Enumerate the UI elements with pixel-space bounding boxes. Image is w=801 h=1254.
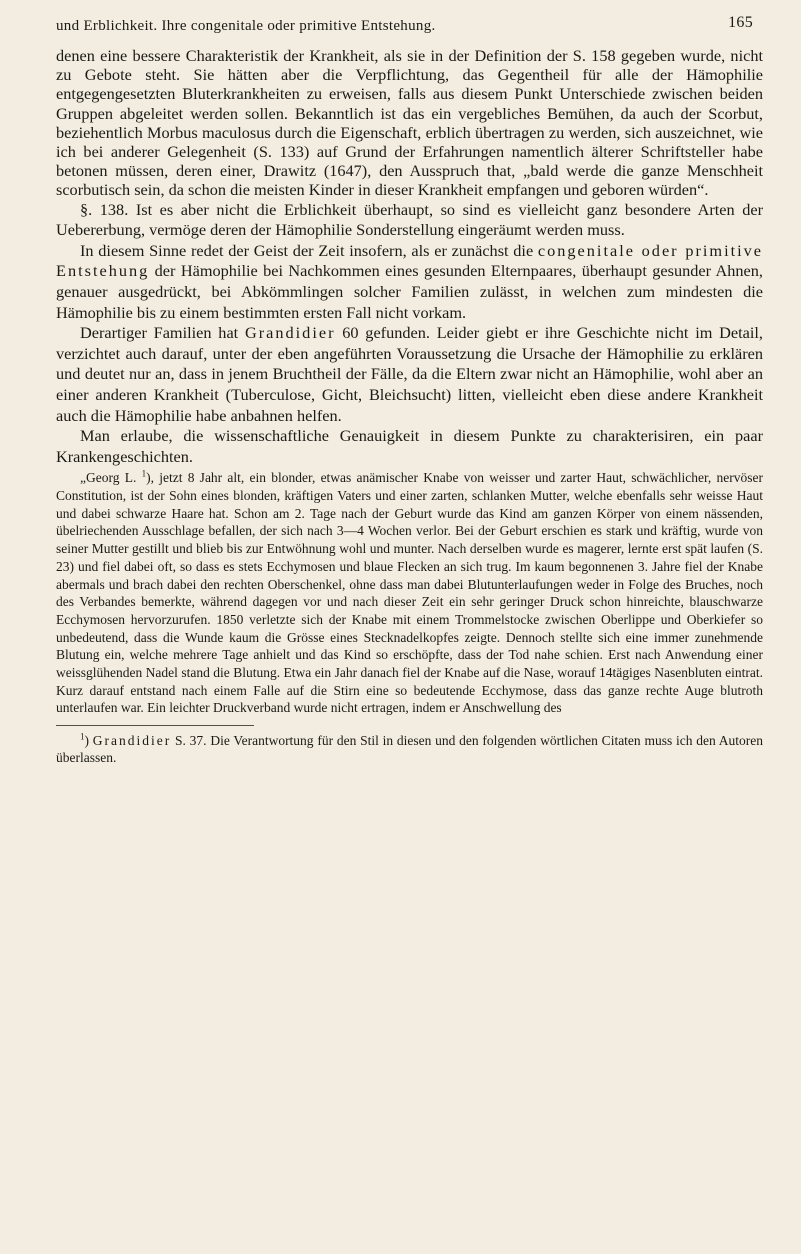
case-history-georg bbox=[56, 469, 763, 717]
paragraph-congenital-start: In diesem Sinne redet der Geist der Zeit insofern, als er zunächst die bbox=[80, 240, 538, 260]
footnote: $^1$) Grandidier S. 37. Die Verantwortung für den Stil in diesen und den folgenden wörtlichen Citaten muss ich den Autoren überlassen. bbox=[56, 731, 763, 766]
paragraph-grandidier-start: Derartiger Familien hat bbox=[80, 323, 245, 343]
footnote-reference: 1 bbox=[141, 468, 147, 479]
paragraph-grandidier-end: 60 gefunden. Leider giebt er ihre Geschichte nicht im Detail, verzichtet auch darauf, unter der eben angeführten Voraussetzung die Ursache der Hämophilie zu erklären und deutet nur an, dass in jenem Bruchtheil der Fälle, da die Eltern zwar nicht an Hämophilie, wohl aber an einer anderen Krankheit (Tuberculose, Gicht, Bleichsucht) litten, vielleicht eben diese andere Krankheit auch die Hämophilie habe anbahnen helfen. bbox=[56, 323, 763, 425]
footnote-divider bbox=[56, 725, 254, 726]
page-number: 165 bbox=[728, 14, 753, 31]
paragraph-congenital bbox=[56, 241, 763, 323]
opening-paragraph-block bbox=[56, 46, 763, 200]
footnote-marker: 1 bbox=[80, 731, 85, 742]
emphasis-congenital-origin: congenitale oder primitive Entstehung bbox=[56, 240, 764, 281]
footnote-text: S. 37. Die Verantwortung für den Stil in diesen und den folgenden wörtlichen Citaten muss ich den Autoren überlassen. bbox=[56, 733, 763, 766]
author-name-grandidier: Grandidier bbox=[244, 323, 336, 343]
running-head bbox=[56, 14, 763, 40]
case-history-lead: „Georg L. bbox=[80, 470, 137, 486]
main-text bbox=[56, 200, 763, 468]
paragraph-continuation: denen eine bessere Charakteristik der Krankheit, als sie in der Definition der S. 158 gegeben wurde, nicht zu Gebote steht. Sie hätten aber die Verpflichtung, das Gegentheil für alle der Hämophilie entgegengesetzten Bluterkrankheiten zu erweisen, falls aus diesem Punkt Unterschiede zwischen beiden Gruppen abgeleitet werden sollen. Bekanntlich ist das ein vergebliches Bemühen, da auch der Scorbut, beziehentlich Morbus maculosus durch die Eigenschaft, erblich übertragen zu werden, sich auszeichnet, wie ich bei anderer Gelegenheit (S. 133) auf Grund der Erfahrungen namentlich älterer Schriftsteller habe betonen müssen, deren einer, Drawitz (1647), den Ausspruch that, „bald werde die ganze Menschheit scorbutisch sein, da schon die meisten Kinder in dieser Krankheit empfangen und geboren würden“. bbox=[56, 46, 763, 200]
paragraph-congenital-end: der Hämophilie bei Nachkommen eines gesunden Elternpaares, überhaupt gesunder Ahnen, genauer ausgedrückt, bei Abkömmlingen solcher Familien zulässt, in welchen zum mindesten die Hämophilie bis zu einem bestimmten ersten Fall nicht vorkam. bbox=[56, 261, 763, 322]
paragraph-grandidier bbox=[56, 323, 763, 426]
paragraph-case-intro: Man erlaube, die wissenschaftliche Genauigkeit in diesem Punkte zu charakterisiren, ein paar Krankengeschichten. bbox=[56, 426, 763, 466]
footnote-author: Grandidier bbox=[92, 733, 172, 749]
case-history-text: ), jetzt 8 Jahr alt, ein blonder, etwas anämischer Knabe von weisser und zarter Haut, schwächlicher, nervöser Constitution, ist der Sohn eines blonden, kräftigen Vaters und einer zarten, schlanken Mutter, welche ebenfalls sehr weisse Haut und dabei schwarze Haare hat. Schon am 2. Tage nach der Geburt wurde das Kind am ganzen Körper von einem nässenden, übelriechenden Ausschlage befallen, der sich nach 3—4 Wochen verlor. Bei der Geburt erschien es stark und kräftig, wurde von seiner Mutter gestillt und blieb bis zur Entwöhnung wohl und munter. Nach derselben wurde es magerer, lernte erst spät laufen (S. 23) und fiel dabei oft, so dass es stets Ecchymosen und blaue Flecken an sich trug. Im kaum begonnenen 3. Jahre fiel der Knabe abermals und brach dabei den rechten Oberschenkel, ohne dass man dabei Blutunterlaufungen weder in Folge des Bruches, noch des Verbandes bemerkte, während dagegen vor und nach dieser Zeit ein sehr geringer Druck schon hinreichte, blauschwarze Ecchymosen hervorzurufen. 1850 verletzte sich der Knabe mit einem Trommelstocke zwischen Oberlippe und Oberkiefer so unbedeutend, dass die Wunde kaum die Grösse eines Stecknadelkopfes zeigte. Dennoch stellte sich eine immer zunehmende Blutung ein, welche mehrere Tage anhielt und das Kind so erschöpfte, dass der Tod nahe schien. Erst nach Anwendung einer weissglühenden Nadel stand die Blutung. Etwa ein Jahr danach fiel der Knabe auf die Nase, worauf 14tägiges Nasenbluten eintrat. Kurz darauf entstand nach einem Falle auf die Stirn eine so bedeutende Ecchymose, dass das ganze rechte Auge blutroth unterlaufen war. Ein leichter Druckverband wurde nicht ertragen, indem er Anschwellung des bbox=[56, 470, 764, 716]
paragraph-section-138: §. 138. Ist es aber nicht die Erblichkeit überhaupt, so sind es vielleicht ganz besondere Arten der Uebererbung, vermöge deren der Hämophilie Sonderstellung eingeräumt werden muss. bbox=[56, 199, 763, 240]
case-history-block bbox=[56, 469, 763, 717]
running-title: und Erblichkeit. Ihre congenitale oder primitive Entstehung. bbox=[56, 18, 436, 34]
